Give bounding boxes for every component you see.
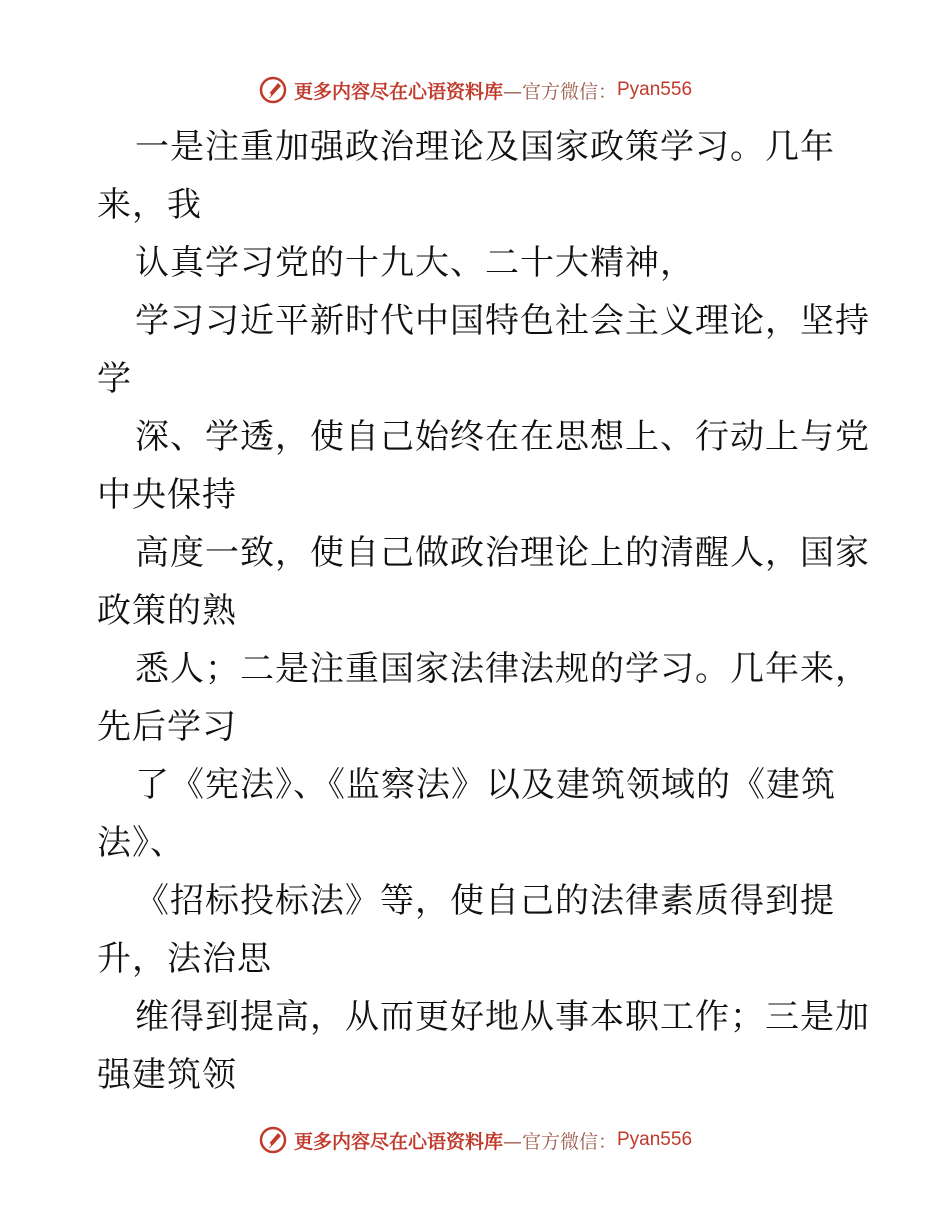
footer-watermark [0,1120,950,1160]
text-line: 学 [97,359,132,399]
watermark-separator: —官方微信： [502,80,617,103]
text-line: 高度一致，使自己做政治理论上的清醒人，国家 [135,533,870,573]
header-watermark [0,70,950,110]
text-line: 一是注重加强政治理论及国家政策学习。几年 [135,127,835,167]
text-line: 政策的熟 [97,591,237,631]
text-line: 认真学习党的十九大、二十大精神， [135,243,695,283]
pen-nib-logo-icon [258,75,288,105]
watermark-separator: —官方微信： [502,1130,617,1153]
text-line: 强建筑领 [97,1055,237,1095]
watermark-text: 更多内容尽在心语资料库 [293,1130,503,1153]
text-line: 《招标投标法》等，使自己的法律素质得到提 [135,881,835,921]
watermark-wechat-id: Pyan556 [617,1129,693,1150]
text-line: 法》、 [97,823,185,863]
text-line: 先后学习 [97,707,237,747]
text-line: 维得到提高，从而更好地从事本职工作；三是加 [135,997,870,1037]
text-line: 来，我 [97,185,202,225]
text-line: 深、学透，使自己始终在在思想上、行动上与党 [135,417,870,457]
text-line: 中央保持 [97,475,237,515]
pen-nib-logo-icon [258,1125,288,1155]
text-line: 升，法治思 [97,939,272,979]
watermark-wechat-id: Pyan556 [617,79,693,100]
text-line: 了《宪法》、《监察法》以及建筑领域的《建筑 [135,765,836,805]
text-line: 学习习近平新时代中国特色社会主义理论，坚持 [135,301,870,341]
document-body [97,118,870,1104]
watermark-text: 更多内容尽在心语资料库 [293,80,503,103]
text-line: 悉人；二是注重国家法律法规的学习。几年来， [135,649,870,689]
